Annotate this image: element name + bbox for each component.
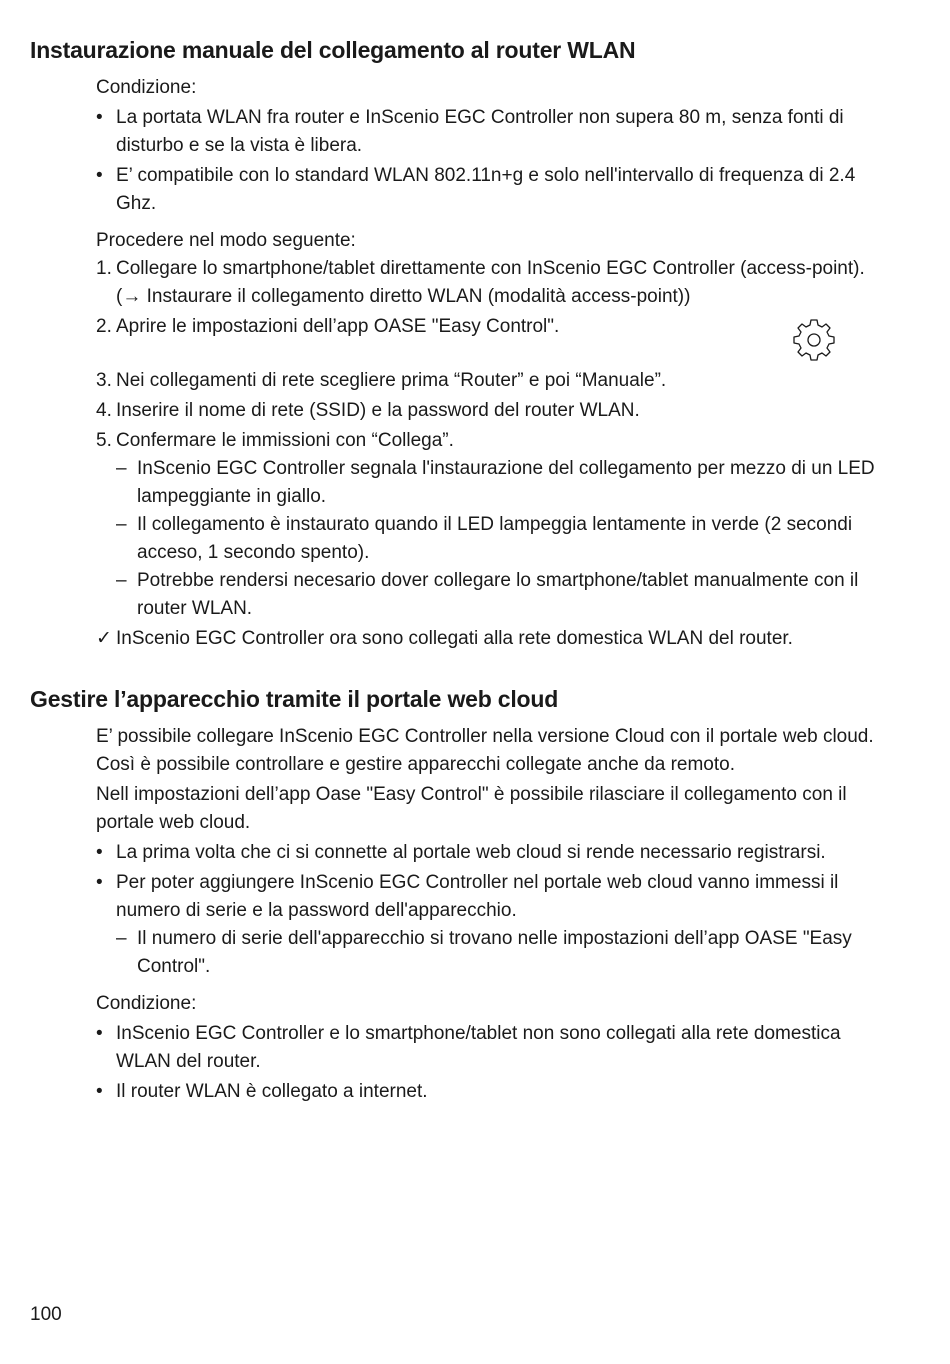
step-item: [96, 313, 886, 367]
step-text: Aprire le impostazioni dell’app OASE "Easy Control".: [116, 316, 560, 337]
sub-list-item-text: Il numero di serie dell'apparecchio si trovano nelle impostazioni dell’app OASE "Easy Control".: [137, 928, 852, 977]
condition-label: Condizione:: [96, 993, 197, 1014]
step-number: 4.: [96, 400, 112, 421]
sub-result-text: Il collegamento è instaurato quando il LED lampeggia lentamente in verde (2 secondi acceso, 1 secondo spento).: [137, 514, 853, 563]
sub-result-item: [96, 511, 886, 567]
step-item: [96, 367, 886, 395]
step-item: [96, 255, 886, 311]
list-item-text: Per poter aggiungere InScenio EGC Controller nel portale web cloud vanno immessi il numero di serie e la password dell'apparecchio.: [116, 872, 839, 921]
list-item: [96, 1078, 886, 1106]
condition-text: E’ compatibile con lo standard WLAN 802.11n+g e solo nell'intervallo di frequenza di 2.4 Ghz.: [116, 165, 856, 214]
list-item: [96, 104, 886, 160]
section-title-manual-connection: Instaurazione manuale del collegamento al router WLAN: [30, 37, 636, 63]
bullet-icon: •: [96, 1023, 103, 1044]
paragraph: E’ possibile collegare InScenio EGC Controller nella versione Cloud con il portale web cloud. Così è possibile controllare e gestire apparecchi collegate anche da remoto.: [96, 726, 874, 775]
bullet-icon: •: [96, 1081, 103, 1102]
condition-label: Condizione:: [96, 77, 197, 98]
step-item: [96, 397, 886, 425]
step-number: 5.: [96, 430, 112, 451]
step-number: 3.: [96, 370, 112, 391]
step-number: 1.: [96, 258, 112, 279]
dash-marker: –: [116, 514, 127, 535]
sub-list-item: [96, 925, 886, 981]
list-item: [96, 839, 886, 867]
page-number: 100: [30, 1304, 62, 1325]
section2-body: [96, 723, 886, 1106]
result-item: [96, 625, 886, 653]
dash-marker: –: [116, 458, 127, 479]
condition-text: InScenio EGC Controller e lo smartphone/tablet non sono collegati alla rete domestica WLAN del router.: [116, 1023, 841, 1072]
step-text: Nei collegamenti di rete scegliere prima “Router” e poi “Manuale”.: [116, 370, 667, 391]
bullet-icon: •: [96, 165, 103, 186]
bullet-icon: •: [96, 107, 103, 128]
checkmark-icon: ✓: [96, 628, 112, 649]
sub-result-item: [96, 455, 886, 511]
bullet-icon: •: [96, 842, 103, 863]
section1-body: [96, 74, 886, 653]
step-text: Confermare le immissioni con “Collega”.: [116, 430, 454, 451]
dash-marker: –: [116, 570, 127, 591]
section-title-cloud-portal: Gestire l’apparecchio tramite il portale web cloud: [30, 686, 559, 712]
sub-result-text: InScenio EGC Controller segnala l'instaurazione del collegamento per mezzo di un LED lampeggiante in giallo.: [137, 458, 875, 507]
result-text: InScenio EGC Controller ora sono collegati alla rete domestica WLAN del router.: [116, 628, 793, 649]
condition-text: Il router WLAN è collegato a internet.: [116, 1081, 428, 1102]
step-item: [96, 427, 886, 455]
step-text: Collegare lo smartphone/tablet direttamente con InScenio EGC Controller (access-point). (→ Instaurare il collegamento diretto WLAN (modalità access-point)): [116, 258, 865, 307]
bullet-icon: •: [96, 872, 103, 893]
condition-text: La portata WLAN fra router e InScenio EGC Controller non supera 80 m, senza fonti di disturbo e se la vista è libera.: [116, 107, 844, 156]
gear-icon: [790, 316, 838, 364]
list-item: [96, 869, 886, 925]
list-item: [96, 162, 886, 218]
list-item: [96, 1020, 886, 1076]
step-number: 2.: [96, 316, 112, 337]
dash-marker: –: [116, 928, 127, 949]
procedure-label: Procedere nel modo seguente:: [96, 230, 356, 251]
step-text: Inserire il nome di rete (SSID) e la password del router WLAN.: [116, 400, 640, 421]
list-item-text: La prima volta che ci si connette al portale web cloud si rende necessario registrarsi.: [116, 842, 826, 863]
sub-result-item: [96, 567, 886, 623]
sub-result-text: Potrebbe rendersi necesario dover collegare lo smartphone/tablet manualmente con il router WLAN.: [137, 570, 859, 619]
paragraph: Nell impostazioni dell’app Oase "Easy Control" è possibile rilasciare il collegamento con il portale web cloud.: [96, 784, 847, 833]
